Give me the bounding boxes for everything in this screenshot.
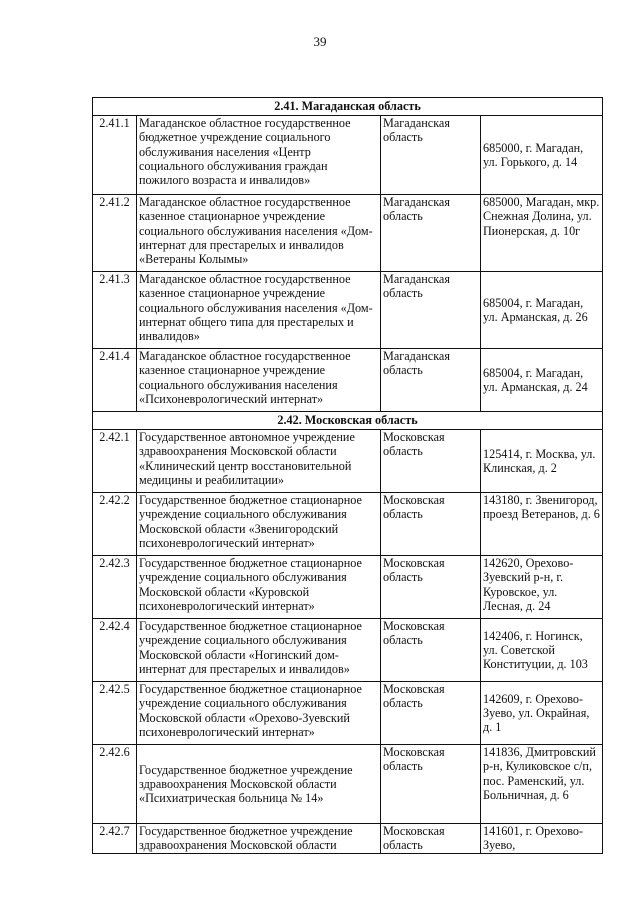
region: Магаданская область	[381, 116, 481, 195]
region: Московская область	[381, 430, 481, 493]
region: Московская область	[381, 824, 481, 854]
row-number: 2.42.3	[93, 556, 137, 619]
section-title: 2.41. Магаданская область	[93, 98, 603, 116]
table-row	[93, 824, 603, 854]
row-number: 2.41.2	[93, 195, 137, 272]
table-row	[93, 556, 603, 619]
institutions-table	[92, 97, 603, 854]
address: 143180, г. Звенигород, проезд Ветеранов, д. 6	[481, 493, 603, 556]
institution-name: Государственное бюджетное стационарное учреждение социального обслуживания Московской области «Орехово-Зуевский психоневрологический интернат»	[137, 682, 381, 745]
table-row	[93, 493, 603, 556]
institution-name: Магаданское областное государственное казенное стационарное учреждение социального обслуживания населения «Дом-интернат общего типа для престарелых и инвалидов»	[137, 272, 381, 349]
address: 141601, г. Орехово-Зуево,	[481, 824, 603, 854]
page-number: 39	[313, 34, 327, 49]
institution-name: Государственное бюджетное стационарное учреждение социального обслуживания Московской области «Куровской психоневрологический интернат»	[137, 556, 381, 619]
address: 685004, г. Магадан, ул. Арманская, д. 24	[481, 349, 603, 412]
address: 685000, г. Магадан, ул. Горького, д. 14	[481, 116, 603, 195]
row-number: 2.42.2	[93, 493, 137, 556]
address: 685004, г. Магадан, ул. Арманская, д. 26	[481, 272, 603, 349]
institution-name: Государственное автономное учреждение здравоохранения Московской области «Клинический центр восстановительной медицины и реабилитации»	[137, 430, 381, 493]
table-row	[93, 619, 603, 682]
table-row	[93, 745, 603, 824]
table-row	[93, 349, 603, 412]
region: Московская область	[381, 745, 481, 824]
institution-name: Государственное бюджетное стационарное учреждение социального обслуживания Московской области «Звенигородский психоневрологический интернат»	[137, 493, 381, 556]
address: 142620, Орехово-Зуевский р-н, г. Куровское, ул. Лесная, д. 24	[481, 556, 603, 619]
section-title: 2.42. Московская область	[93, 412, 603, 430]
region: Московская область	[381, 556, 481, 619]
region: Магаданская область	[381, 349, 481, 412]
table-row	[93, 116, 603, 195]
row-number: 2.42.6	[93, 745, 137, 824]
section-header	[93, 412, 603, 430]
address: 142609, г. Орехово-Зуево, ул. Окрайная, д. 1	[481, 682, 603, 745]
institution-name: Государственное бюджетное учреждение здравоохранения Московской области	[137, 824, 381, 854]
address: 125414, г. Москва, ул. Клинская, д. 2	[481, 430, 603, 493]
region: Московская область	[381, 682, 481, 745]
region: Магаданская область	[381, 272, 481, 349]
institution-name: Магаданское областное государственное казенное стационарное учреждение социального обслуживания населения «Психоневрологический интернат»	[137, 349, 381, 412]
institution-name: Магаданское областное государственное казенное стационарное учреждение социального обслуживания населения «Дом-интернат для престарелых и инвалидов «Ветераны Колымы»	[137, 195, 381, 272]
row-number: 2.42.4	[93, 619, 137, 682]
institution-name: Государственное бюджетное учреждение здравоохранения Московской области «Психиатрическая больница № 14»	[137, 745, 381, 824]
row-number: 2.41.3	[93, 272, 137, 349]
address: 142406, г. Ногинск, ул. Советской Конституции, д. 103	[481, 619, 603, 682]
address: 685000, Магадан, мкр. Снежная Долина, ул. Пионерская, д. 10г	[481, 195, 603, 272]
row-number: 2.42.5	[93, 682, 137, 745]
table-row	[93, 195, 603, 272]
region: Московская область	[381, 493, 481, 556]
region: Магаданская область	[381, 195, 481, 272]
address: 141836, Дмитровский р-н, Куликовское с/п, пос. Раменский, ул. Больничная, д. 6	[481, 745, 603, 824]
row-number: 2.41.4	[93, 349, 137, 412]
region: Московская область	[381, 619, 481, 682]
table-row	[93, 430, 603, 493]
table-row	[93, 682, 603, 745]
row-number: 2.42.7	[93, 824, 137, 854]
institution-name: Магаданское областное государственное бюджетное учреждение социального обслуживания населения «Центр социального обслуживания граждан пожилого возраста и инвалидов»	[137, 116, 381, 195]
section-header	[93, 98, 603, 116]
institution-name: Государственное бюджетное стационарное учреждение социального обслуживания Московской области «Ногинский дом-интернат для престарелых и инвалидов»	[137, 619, 381, 682]
table-row	[93, 272, 603, 349]
row-number: 2.41.1	[93, 116, 137, 195]
row-number: 2.42.1	[93, 430, 137, 493]
